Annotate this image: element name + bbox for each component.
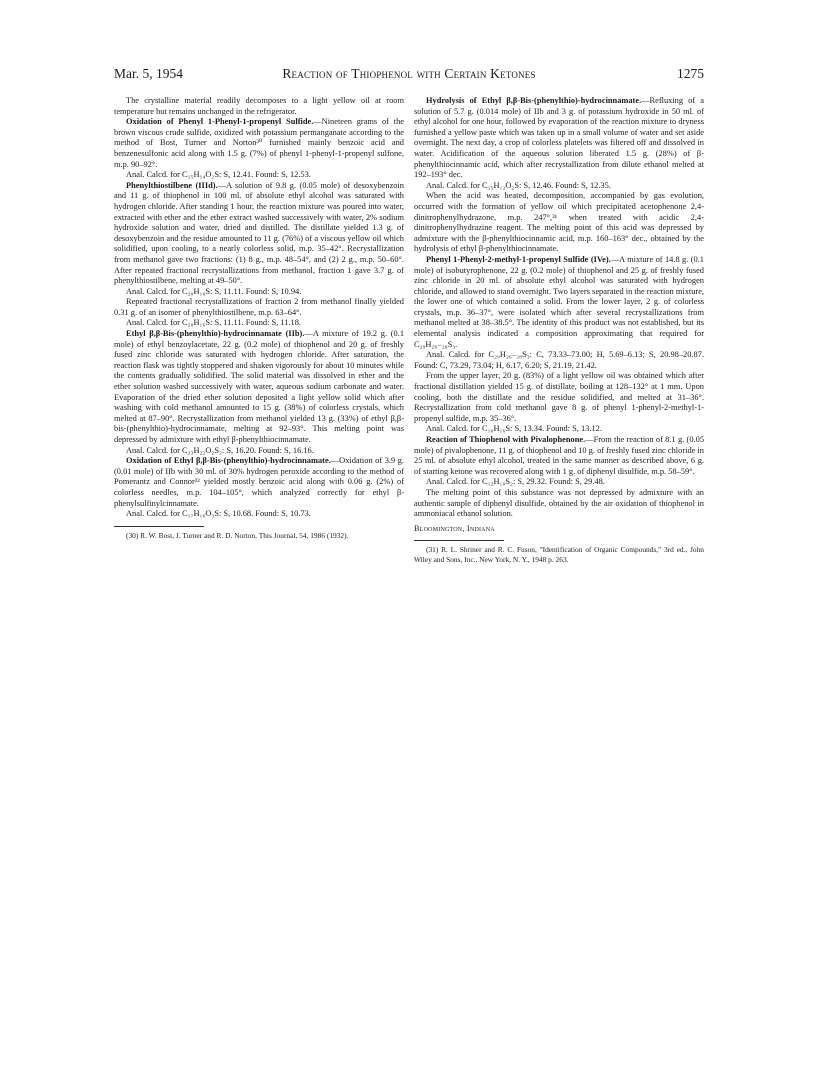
section-text: —Nineteen grams of the brown viscous crude sulfide, oxidized with potassium permanganate according to the method of Bost, Turner and Norton³⁰ furnished mainly benzoic acid and benzenesulfonic acid along with 1.5 g. (7%) of phenyl 1-phenyl-1-propenyl sulfone, m.p. 90–92°. — [114, 117, 404, 169]
paragraph: When the acid was heated, decomposition, accompanied by gas evolution, occurred with the formation of yellow oil which precipitated acetophenone 2,4-dinitrophenylhydrazone, m.p. 247°,³¹ when treated with acidic 2,4-dinitrophenylhydrazine reagent. The melting point of this acid was depressed by admixture with the β-phenylthiocinnamic acid, m.p. 160–163° dec., obtained by the hydrolysis of ethyl β-phenylthiocinnamate. — [414, 191, 704, 254]
footnote-30: (30) R. W. Bost, J. Turner and R. D. Norton, This Journal, 54, 1986 (1932). — [126, 530, 349, 540]
paragraph: Repeated fractional recrystallizations of fraction 2 from methanol finally yielded 0.31 g. of an isomer of phenylthiostilbene, m.p. 63–64°. — [114, 297, 404, 317]
footnote-31: (31) R. L. Shriner and R. C. Fuson, "Identification of Organic Compounds," 3rd ed., John Wiley and Sons, Inc., New York, N. Y., 1948 p. 263. — [414, 545, 704, 564]
section-text: —From the reaction of 8.1 g. (0.05 mole) of pivalophenone, 11 g. of thiophenol and 10 g. of freshly fused zinc chloride in 25 ml. of absolute ethyl alcohol, treated in the same manner as described above, 6 g. of starting ketone was recovered along with 1 g. of diphenyl disulfide, m.p. 58–59°. — [414, 435, 705, 476]
section-heading: Phenylthiostilbene (IIId). — [126, 180, 218, 190]
analysis-line: Anal. Calcd. for C₁₅H₁₂O₂S: S, 12.46. Found: S, 12.35. — [426, 180, 611, 190]
footnote-divider — [114, 526, 204, 527]
analysis-line: Anal. Calcd. for C₁₇H₁₆O₃S: S, 10.68. Found: S, 10.73. — [126, 509, 311, 519]
section-text: —A mixture of 14.8 g. (0.1 mole) of isobutyrophenone, 22 g. (0.2 mole) of thiophenol and 25 g. of freshly fused zinc chloride in 20 ml. of absolute ethyl alcohol was saturated with hydrogen chloride, and allowed to stand overnight. Two layers separated in the reaction mixture, the lower one of which contained a solid. From the lower layer, 2 g. of colorless crystals, m.p. 36–37°, were isolated which after several recrystallizations from methanol melted at 38–38.5°. The identity of this product was not established, but its elemental analysis indicated a composition approximating that required for C₂₉H₂₆₋₂₈S₃. — [414, 254, 704, 349]
left-column — [114, 96, 404, 540]
analysis-line: Anal. Calcd. for C₂₉H₂₆₋₂₈S₃: C, 73.33–73.00; H, 5.69–6.13; S, 20.98–20.87. Found: C, 73.29, 73.04; H, 6.17, 6.20; S, 21.19, 21.42. — [414, 350, 704, 370]
footnote-divider — [414, 540, 504, 541]
section-oxidation-sulfide — [114, 117, 404, 170]
analysis-line: Anal. Calcd. for C₁₅H₁₄O₂S: S, 12.41. Found: S, 12.53. — [126, 170, 311, 180]
paragraph: From the upper layer, 20 g. (83%) of a light yellow oil was obtained which after fractional distillation yielded 15 g. of distillate, boiling at 128–132° at 1 mm. Upon cooling, both the distillate and the residue solidified, and melted at 31–36°. Recrystallization from cold methanol gave 8 g. of phenyl 1-phenyl-2-methyl-1-propenyl sulfide, m.p. 35–36°. — [414, 371, 704, 423]
section-text: —A mixture of 19.2 g. (0.1 mole) of ethyl benzoylacetate, 22 g. (0.2 mole) of thiophenol and 20 g. of freshly fused zinc chloride was saturated with hydrogen chloride. After saturation, the reaction flask was tightly stoppered and shaken vigorously for about 10 minutes while the contents gradually solidified. The solid material was dissolved in ether and the ether solution washed successively with water, aqueous sodium carbonate and water. Evaporation of the dried ether solution deposited a light yellow solid which after washing with cold methanol amounted to 15 g. (38%) of colorless crystals, which melted at 87–90°. Recrystallization from methanol yielded 13 g. (33%) of ethyl β,β-bis-(phenylthio)-hydrocinnamate, melting at 92–93°. This melting point was depressed by admixture with ethyl β-phenylthiocinnamate. — [114, 329, 405, 444]
section-text: —Oxidation of 3.9 g. (0.01 mole) of IIb with 30 ml. of 30% hydrogen peroxide according to the method of Pomerantz and Connor²² yielded mostly benzoic acid along with 0.06 g. (2%) of colorless needles, m.p. 104–105°, which analyzed correctly for ethyl β-phenylsulfinylcinnamate. — [114, 456, 404, 508]
section-heading: Ethyl β,β-Bis-(phenylthio)-hydrocinnamate (IIb). — [126, 329, 305, 339]
analysis-line: Anal. Calcd. for C₂₀H₁₆S: S, 11.11. Found: S, 10.94. — [126, 286, 302, 296]
section-hydrocinnamate — [114, 329, 404, 446]
analysis-line: Anal. Calcd. for C₂₀H₁₆S: S, 11.11. Found: S, 11.18. — [126, 318, 301, 328]
section-heading: Hydrolysis of Ethyl β,β-Bis-(phenylthio)-hydrocinnamate. — [426, 96, 642, 105]
section-heading: Phenyl 1-Phenyl-2-methyl-1-propenyl Sulfide (IVe). — [426, 254, 611, 264]
analysis-line: Anal. Calcd. for C₁₂H₁₀S₂: S, 29.32. Found: S, 29.48. — [426, 477, 605, 487]
section-propenyl-sulfide — [414, 255, 704, 350]
section-text: —A solution of 9.8 g. (0.05 mole) of desoxybenzoin and 11 g. of thiophenol in 100 ml. of absolute ethyl alcohol was saturated with hydrogen chloride. After standing 1 hour, the reaction mixture was poured into water, extracted with ether and the ether extract washed successively with water, 2% sodium hydroxide solution and water, dried and distilled. The distillate yielded 1.3 g. of desoxybenzoin and the residue amounted to 11 g. (76%) of a viscous yellow oil which solidified, upon cooling, to a nearly colorless solid, m.p. 35–42°. Recrystallization from methanol gave two fractions: (1) 8 g., m.p. 48–54°, and (2) 2 g., m.p. 50–60°. After repeated fractional recrystallizations from methanol, fraction 1 gave 3.7 g. of phenylthiostilbene, melting at 49–50°. — [114, 180, 404, 286]
section-heading: Oxidation of Ethyl β,β-Bis-(phenylthio)-hydrocinnamate. — [126, 456, 331, 466]
section-pivalophenone — [414, 435, 704, 477]
analysis-line: Anal. Calcd. for C₁₆H₁₆S: S, 13.34. Found: S, 13.12. — [426, 424, 602, 434]
author-location: Bloomington, Indiana — [414, 523, 495, 533]
analysis-line: Anal. Calcd. for C₂₃H₂₂O₂S₂: S, 16.20. Found: S, 16.16. — [126, 445, 314, 455]
header-title: Reaction of Thiophenol with Certain Ketones — [282, 66, 536, 81]
section-phenylthiostilbene — [114, 181, 404, 287]
paragraph: The melting point of this substance was not depressed by admixture with an authentic sample of diphenyl disulfide, obtained by the air oxidation of thiophenol in ammoniacal ethanol solution. — [414, 487, 704, 519]
section-hydrolysis — [414, 96, 704, 181]
page-header — [114, 66, 704, 86]
section-heading: Oxidation of Phenyl 1-Phenyl-1-propenyl Sulfide. — [126, 117, 314, 127]
header-date: Mar. 5, 1954 — [114, 66, 183, 81]
paragraph: The crystalline material readily decomposes to a light yellow oil at room temperature but remains unchanged in the refrigerator. — [114, 96, 404, 116]
header-page-number: 1275 — [677, 66, 704, 81]
section-text: —Refluxing of a solution of 5.7 g. (0.014 mole) of IIb and 3 g. of potassium hydroxide in 50 ml. of ethyl alcohol for one hour, followed by evaporation of the reaction mixture to dryness furnished a yellow paste which was taken up in a small volume of water and set aside overnight. The next day, a crop of colorless platelets was filtered off and dissolved in water. Acidification of the aqueous solution liberated 1.5 g. (28%) of β-phenylthiocinnamic acid, which after recrystallization from dilute ethanol melted at 192–193° dec. — [414, 96, 704, 180]
right-column — [414, 96, 704, 564]
section-oxidation-hydrocinnamate — [114, 456, 404, 509]
section-heading: Reaction of Thiophenol with Pivalophenone. — [426, 435, 586, 444]
